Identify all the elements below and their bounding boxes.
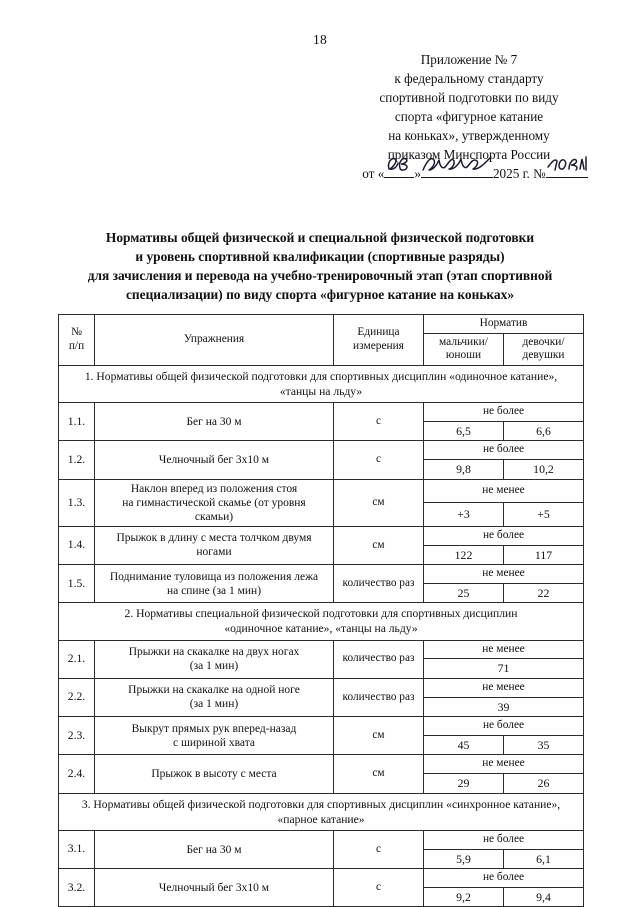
exercise-line-2: на гимнастической скамье (от уровня <box>122 496 306 509</box>
title-line-4: специализации) по виду спорта «фигурное катание на коньках» <box>125 287 515 303</box>
exercise-line-1: Прыжок в высоту с места <box>151 768 277 781</box>
header-girls-line2: девушки <box>522 349 565 362</box>
value-cell-girls: 6,6 <box>504 422 584 441</box>
appendix-header-block <box>330 50 608 164</box>
exercise-line-2: на спине (за 1 мин) <box>166 584 262 597</box>
limit-label-cell: не более <box>424 830 584 849</box>
section-header-cell <box>59 366 584 403</box>
row-index-cell: 1.4. <box>59 526 95 564</box>
value-cell-boys: +3 <box>424 503 504 527</box>
value-cell-boys: 45 <box>424 736 504 755</box>
exercise-line-2: с шириной хвата <box>173 736 255 749</box>
header-unit <box>334 315 424 366</box>
date-quote-close: » <box>414 166 421 181</box>
table-body <box>59 366 584 907</box>
header-unit-line2: измерения <box>353 340 404 353</box>
limit-label-cell: не более <box>424 403 584 422</box>
value-cell-boys: 29 <box>424 774 504 793</box>
table-row <box>59 678 584 697</box>
exercise-line-1: Выкрут прямых рук вперед-назад <box>131 722 297 735</box>
unit-cell: с <box>334 403 424 441</box>
exercise-cell <box>95 830 334 868</box>
table-row <box>59 403 584 422</box>
limit-label-cell: не более <box>424 526 584 545</box>
section-header-line2: «одиночное катание», «танцы на льду» <box>224 622 418 636</box>
row-index-cell: 2.4. <box>59 755 95 793</box>
exercise-line-1: Бег на 30 м <box>186 415 242 428</box>
limit-label-cell: не более <box>424 869 584 888</box>
exercise-cell <box>95 717 334 755</box>
header-girls <box>504 333 584 365</box>
date-year-label: 2025 г. № <box>492 166 546 181</box>
section-header-row <box>59 366 584 403</box>
exercise-line-1: Челночный бег 3х10 м <box>158 881 270 894</box>
exercise-cell <box>95 678 334 716</box>
unit-cell: см <box>334 526 424 564</box>
table-row <box>59 755 584 774</box>
exercise-cell <box>95 755 334 793</box>
limit-label-cell: не более <box>424 717 584 736</box>
header-no-line1: № <box>71 326 82 339</box>
title-line-1: Нормативы общей физической и специальной физической подготовки <box>105 230 535 245</box>
unit-cell: с <box>334 869 424 907</box>
approval-date-line <box>330 162 620 182</box>
exercise-line-2: (за 1 мин) <box>189 660 239 673</box>
table-row <box>59 869 584 888</box>
table-row <box>59 640 584 659</box>
section-header-line1: 3. Нормативы общей физической подготовки для спортивных дисциплин «синхронное катание», <box>81 797 561 811</box>
exercise-line-2: (за 1 мин) <box>189 698 239 711</box>
title-line-2: и уровень спортивной квалификации (спортивные разряды) <box>135 249 505 265</box>
limit-label-cell: не менее <box>424 565 584 584</box>
row-index-cell: 3.2. <box>59 869 95 907</box>
section-header-line1: 1. Нормативы общей физической подготовки для спортивных дисциплин «одиночное катание», <box>84 370 558 384</box>
value-cell-girls: 22 <box>504 584 584 603</box>
section-header-cell <box>59 793 584 830</box>
table-row <box>59 717 584 736</box>
value-cell-boys: 122 <box>424 545 504 564</box>
section-header-row <box>59 603 584 640</box>
table-row <box>59 526 584 545</box>
exercise-line-1: Поднимание туловища из положения лежа <box>109 570 319 583</box>
unit-cell: см <box>334 479 424 526</box>
exercise-cell <box>95 869 334 907</box>
unit-cell: количество раз <box>334 565 424 603</box>
exercise-line-1: Наклон вперед из положения стоя <box>130 482 298 495</box>
header-exercise: Упражнения <box>95 315 334 366</box>
table-header <box>59 315 584 366</box>
title-line-3: для зачисления и перевода на учебно-тренировочный этап (этап спортивной <box>87 268 553 284</box>
exercise-line-1: Челночный бег 3х10 м <box>158 454 270 467</box>
appendix-line-5: на коньках», утвержденному <box>388 128 550 143</box>
appendix-line-4: спорта «фигурное катание <box>394 109 544 124</box>
limit-label-cell: не менее <box>424 640 584 659</box>
date-prefix-label: от « <box>362 166 385 181</box>
exercise-cell <box>95 479 334 526</box>
table-row <box>59 830 584 849</box>
value-cell-combined: 71 <box>424 659 584 678</box>
page-title <box>60 228 580 304</box>
exercise-line-1: Бег на 30 м <box>186 843 242 856</box>
value-cell-girls: 6,1 <box>504 849 584 868</box>
appendix-line-6: приказом Минспорта России <box>387 147 551 162</box>
exercise-cell <box>95 565 334 603</box>
section-header-row <box>59 793 584 830</box>
table-row <box>59 479 584 502</box>
unit-cell: количество раз <box>334 678 424 716</box>
date-month-blank <box>421 162 493 178</box>
value-cell-girls: 35 <box>504 736 584 755</box>
table-row <box>59 441 584 460</box>
exercise-cell <box>95 441 334 479</box>
unit-cell: см <box>334 717 424 755</box>
limit-label-cell: не менее <box>424 755 584 774</box>
exercise-cell <box>95 403 334 441</box>
value-cell-boys: 6,5 <box>424 422 504 441</box>
header-unit-line1: Единица <box>357 326 400 339</box>
section-header-line1: 2. Нормативы специальной физической подготовки для спортивных дисциплин <box>124 607 518 621</box>
section-header-cell <box>59 603 584 640</box>
section-header-line2: «парное катание» <box>277 812 365 826</box>
limit-label-cell: не менее <box>424 678 584 697</box>
row-index-cell: 3.1. <box>59 830 95 868</box>
row-index-cell: 1.2. <box>59 441 95 479</box>
row-index-cell: 1.5. <box>59 565 95 603</box>
value-cell-combined: 39 <box>424 697 584 716</box>
section-header-line2: «танцы на льду» <box>279 385 363 399</box>
page-number: 18 <box>313 32 327 47</box>
exercise-line-3: скамьи) <box>194 510 234 523</box>
exercise-cell <box>95 526 334 564</box>
value-cell-boys: 25 <box>424 584 504 603</box>
appendix-line-1: Приложение № 7 <box>420 52 518 67</box>
appendix-line-3: спортивной подготовки по виду <box>379 90 559 105</box>
value-cell-girls: 10,2 <box>504 460 584 479</box>
table-row <box>59 565 584 584</box>
header-norm: Норматив <box>424 315 584 334</box>
value-cell-boys: 9,8 <box>424 460 504 479</box>
header-boys-line1: мальчики/ <box>439 335 488 348</box>
unit-cell: с <box>334 441 424 479</box>
value-cell-boys: 5,9 <box>424 849 504 868</box>
value-cell-girls: 117 <box>504 545 584 564</box>
exercise-line-1: Прыжки на скакалке на двух ногах <box>128 646 300 659</box>
unit-cell: см <box>334 755 424 793</box>
standards-table <box>58 314 584 907</box>
exercise-line-2: ногами <box>196 546 232 559</box>
header-no <box>59 315 95 366</box>
appendix-line-2: к федеральному стандарту <box>394 71 544 86</box>
limit-label-cell: не более <box>424 441 584 460</box>
value-cell-girls: +5 <box>504 503 584 527</box>
unit-cell: с <box>334 830 424 868</box>
header-boys-line2: юноши <box>445 349 482 362</box>
unit-cell: количество раз <box>334 640 424 678</box>
exercise-line-1: Прыжки на скакалке на одной ноге <box>128 684 300 697</box>
exercise-line-1: Прыжок в длину с места толчком двумя <box>116 532 312 545</box>
table-header-row-1 <box>59 315 584 334</box>
value-cell-boys: 9,2 <box>424 888 504 907</box>
date-doc-number-blank <box>546 162 588 178</box>
header-no-line2: п/п <box>68 340 85 353</box>
exercise-cell <box>95 640 334 678</box>
limit-label-cell: не менее <box>424 479 584 502</box>
value-cell-girls: 26 <box>504 774 584 793</box>
row-index-cell: 1.1. <box>59 403 95 441</box>
date-day-blank <box>384 162 414 178</box>
row-index-cell: 2.3. <box>59 717 95 755</box>
row-index-cell: 2.1. <box>59 640 95 678</box>
value-cell-girls: 9,4 <box>504 888 584 907</box>
row-index-cell: 2.2. <box>59 678 95 716</box>
header-boys <box>424 333 504 365</box>
header-girls-line1: девочки/ <box>522 335 565 348</box>
row-index-cell: 1.3. <box>59 479 95 526</box>
